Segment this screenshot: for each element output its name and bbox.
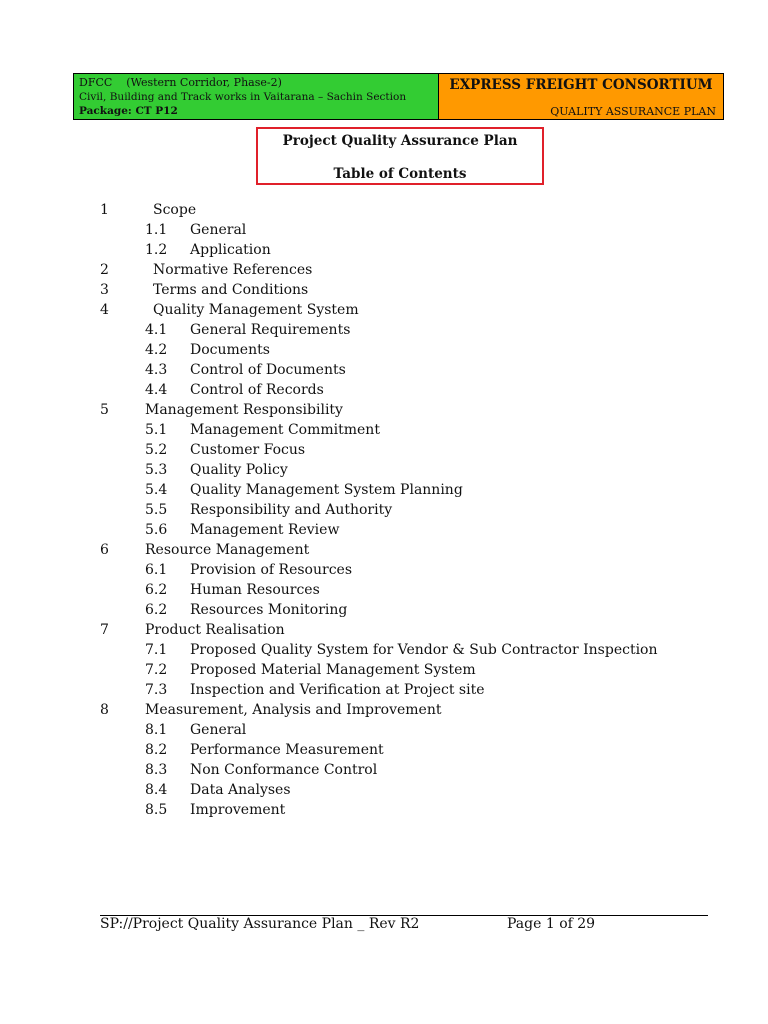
document-header [73,73,724,120]
toc-entry-label: Resource Management [145,542,310,558]
toc-entry-number: 8 [100,702,109,718]
project-corridor: DFCC (Western Corridor, Phase-2) [79,76,282,89]
toc-entry-number: 5 [100,402,109,418]
toc-entry-number: 5.1 [145,422,168,438]
toc-entry-number: 5.2 [145,442,168,458]
document-title: Project Quality Assurance Plan [282,133,518,149]
toc-entry [0,680,768,700]
toc-entry-label: Management Review [190,522,340,538]
toc-entry [0,580,768,600]
toc-entry-label: Customer Focus [190,442,306,458]
toc-entry-number: 5.3 [145,462,168,478]
company-cell [439,74,723,119]
toc-entry-number: 6.2 [145,582,168,598]
toc-entry-number: 7.3 [145,682,168,698]
toc-entry-number: 8.3 [145,762,168,778]
toc-entry-label: Product Realisation [145,622,285,638]
toc-entry [0,400,768,420]
toc-entry [0,360,768,380]
toc-entry-label: General [190,722,247,738]
toc-entry-label: Proposed Material Management System [190,662,476,678]
toc-entry [0,460,768,480]
toc-entry-label: Human Resources [190,582,320,598]
toc-entry [0,560,768,580]
toc-entry-label: Quality Policy [190,462,288,478]
footer-page-number: Page 1 of 29 [507,916,596,932]
toc-entry [0,780,768,800]
toc-entry-number: 4 [100,302,109,318]
toc-entry-number: 8.1 [145,722,168,738]
toc-entry [0,760,768,780]
toc-heading: Table of Contents [333,166,467,182]
page-footer [100,915,708,936]
toc-entry-number: 1 [100,202,109,218]
toc-entry-number: 5.4 [145,482,168,498]
footer-doc-ref: SP://Project Quality Assurance Plan _ Rev R2 [100,916,420,932]
toc-entry-label: Measurement, Analysis and Improvement [145,702,442,718]
toc-entry [0,720,768,740]
toc-entry-label: Control of Records [190,382,324,398]
toc-entry [0,240,768,260]
toc-entry [0,340,768,360]
toc-entry [0,280,768,300]
toc-entry-label: Inspection and Verification at Project site [190,682,485,698]
toc-entry-number: 6.2 [145,602,168,618]
toc-entry-label: Proposed Quality System for Vendor & Sub Contractor Inspection [190,642,658,658]
package-code: Package: CT P12 [79,105,178,117]
toc-entry [0,620,768,640]
toc-entry-number: 6.1 [145,562,168,578]
toc-entry-label: Resources Monitoring [190,602,348,618]
toc-entry-number: 5.5 [145,502,168,518]
toc-entry [0,500,768,520]
toc-entry-number: 6 [100,542,109,558]
company-name: EXPRESS FREIGHT CONSORTIUM [449,77,713,93]
toc-entry-label: General [190,222,247,238]
toc-entry-number: 8.5 [145,802,168,818]
toc-entry [0,420,768,440]
plan-name: QUALITY ASSURANCE PLAN [550,105,716,118]
toc-entry [0,200,768,220]
toc-entry-label: Performance Measurement [190,742,384,758]
toc-entry-label: Responsibility and Authority [190,502,393,518]
toc-entry-number: 1.1 [145,222,168,238]
toc-entry [0,320,768,340]
toc-entry-label: Management Responsibility [145,402,343,418]
toc-entry-label: Quality Management System [153,302,359,318]
toc-entry [0,520,768,540]
toc-entry [0,700,768,720]
toc-entry-label: Documents [190,342,270,358]
toc-entry [0,540,768,560]
toc-entry-number: 7.1 [145,642,168,658]
toc-entry-label: Data Analyses [190,782,291,798]
toc-entry [0,380,768,400]
toc-entry-number: 4.1 [145,322,168,338]
toc-entry-number: 1.2 [145,242,168,258]
toc-entry [0,480,768,500]
toc-entry-label: Provision of Resources [190,562,353,578]
toc-entry [0,800,768,820]
toc-entry [0,600,768,620]
toc-entry-number: 3 [100,282,109,298]
toc-entry-label: Management Commitment [190,422,380,438]
toc-entry-label: Normative References [153,262,313,278]
toc-entry-label: Terms and Conditions [153,282,309,298]
toc-entry-number: 4.4 [145,382,168,398]
toc-entry [0,660,768,680]
toc-entry [0,300,768,320]
title-box [256,127,544,185]
toc-entry-number: 7 [100,622,109,638]
toc-entry-label: General Requirements [190,322,351,338]
toc-entry-number: 5.6 [145,522,168,538]
toc-entry-number: 8.2 [145,742,168,758]
toc-entry-number: 4.2 [145,342,168,358]
toc-entry [0,740,768,760]
toc-entry-number: 8.4 [145,782,168,798]
toc-entry-number: 4.3 [145,362,168,378]
toc-entry-label: Non Conformance Control [190,762,378,778]
table-of-contents [0,200,768,820]
toc-entry [0,440,768,460]
toc-entry [0,640,768,660]
toc-entry [0,220,768,240]
project-works: Civil, Building and Track works in Vaitarana – Sachin Section [79,91,407,103]
toc-entry-label: Quality Management System Planning [190,482,463,498]
toc-entry-number: 2 [100,262,109,278]
toc-entry [0,260,768,280]
toc-entry-label: Control of Documents [190,362,346,378]
toc-entry-label: Improvement [190,802,286,818]
project-info-cell [74,74,439,119]
toc-entry-label: Application [190,242,271,258]
toc-entry-number: 7.2 [145,662,168,678]
toc-entry-label: Scope [153,202,197,218]
